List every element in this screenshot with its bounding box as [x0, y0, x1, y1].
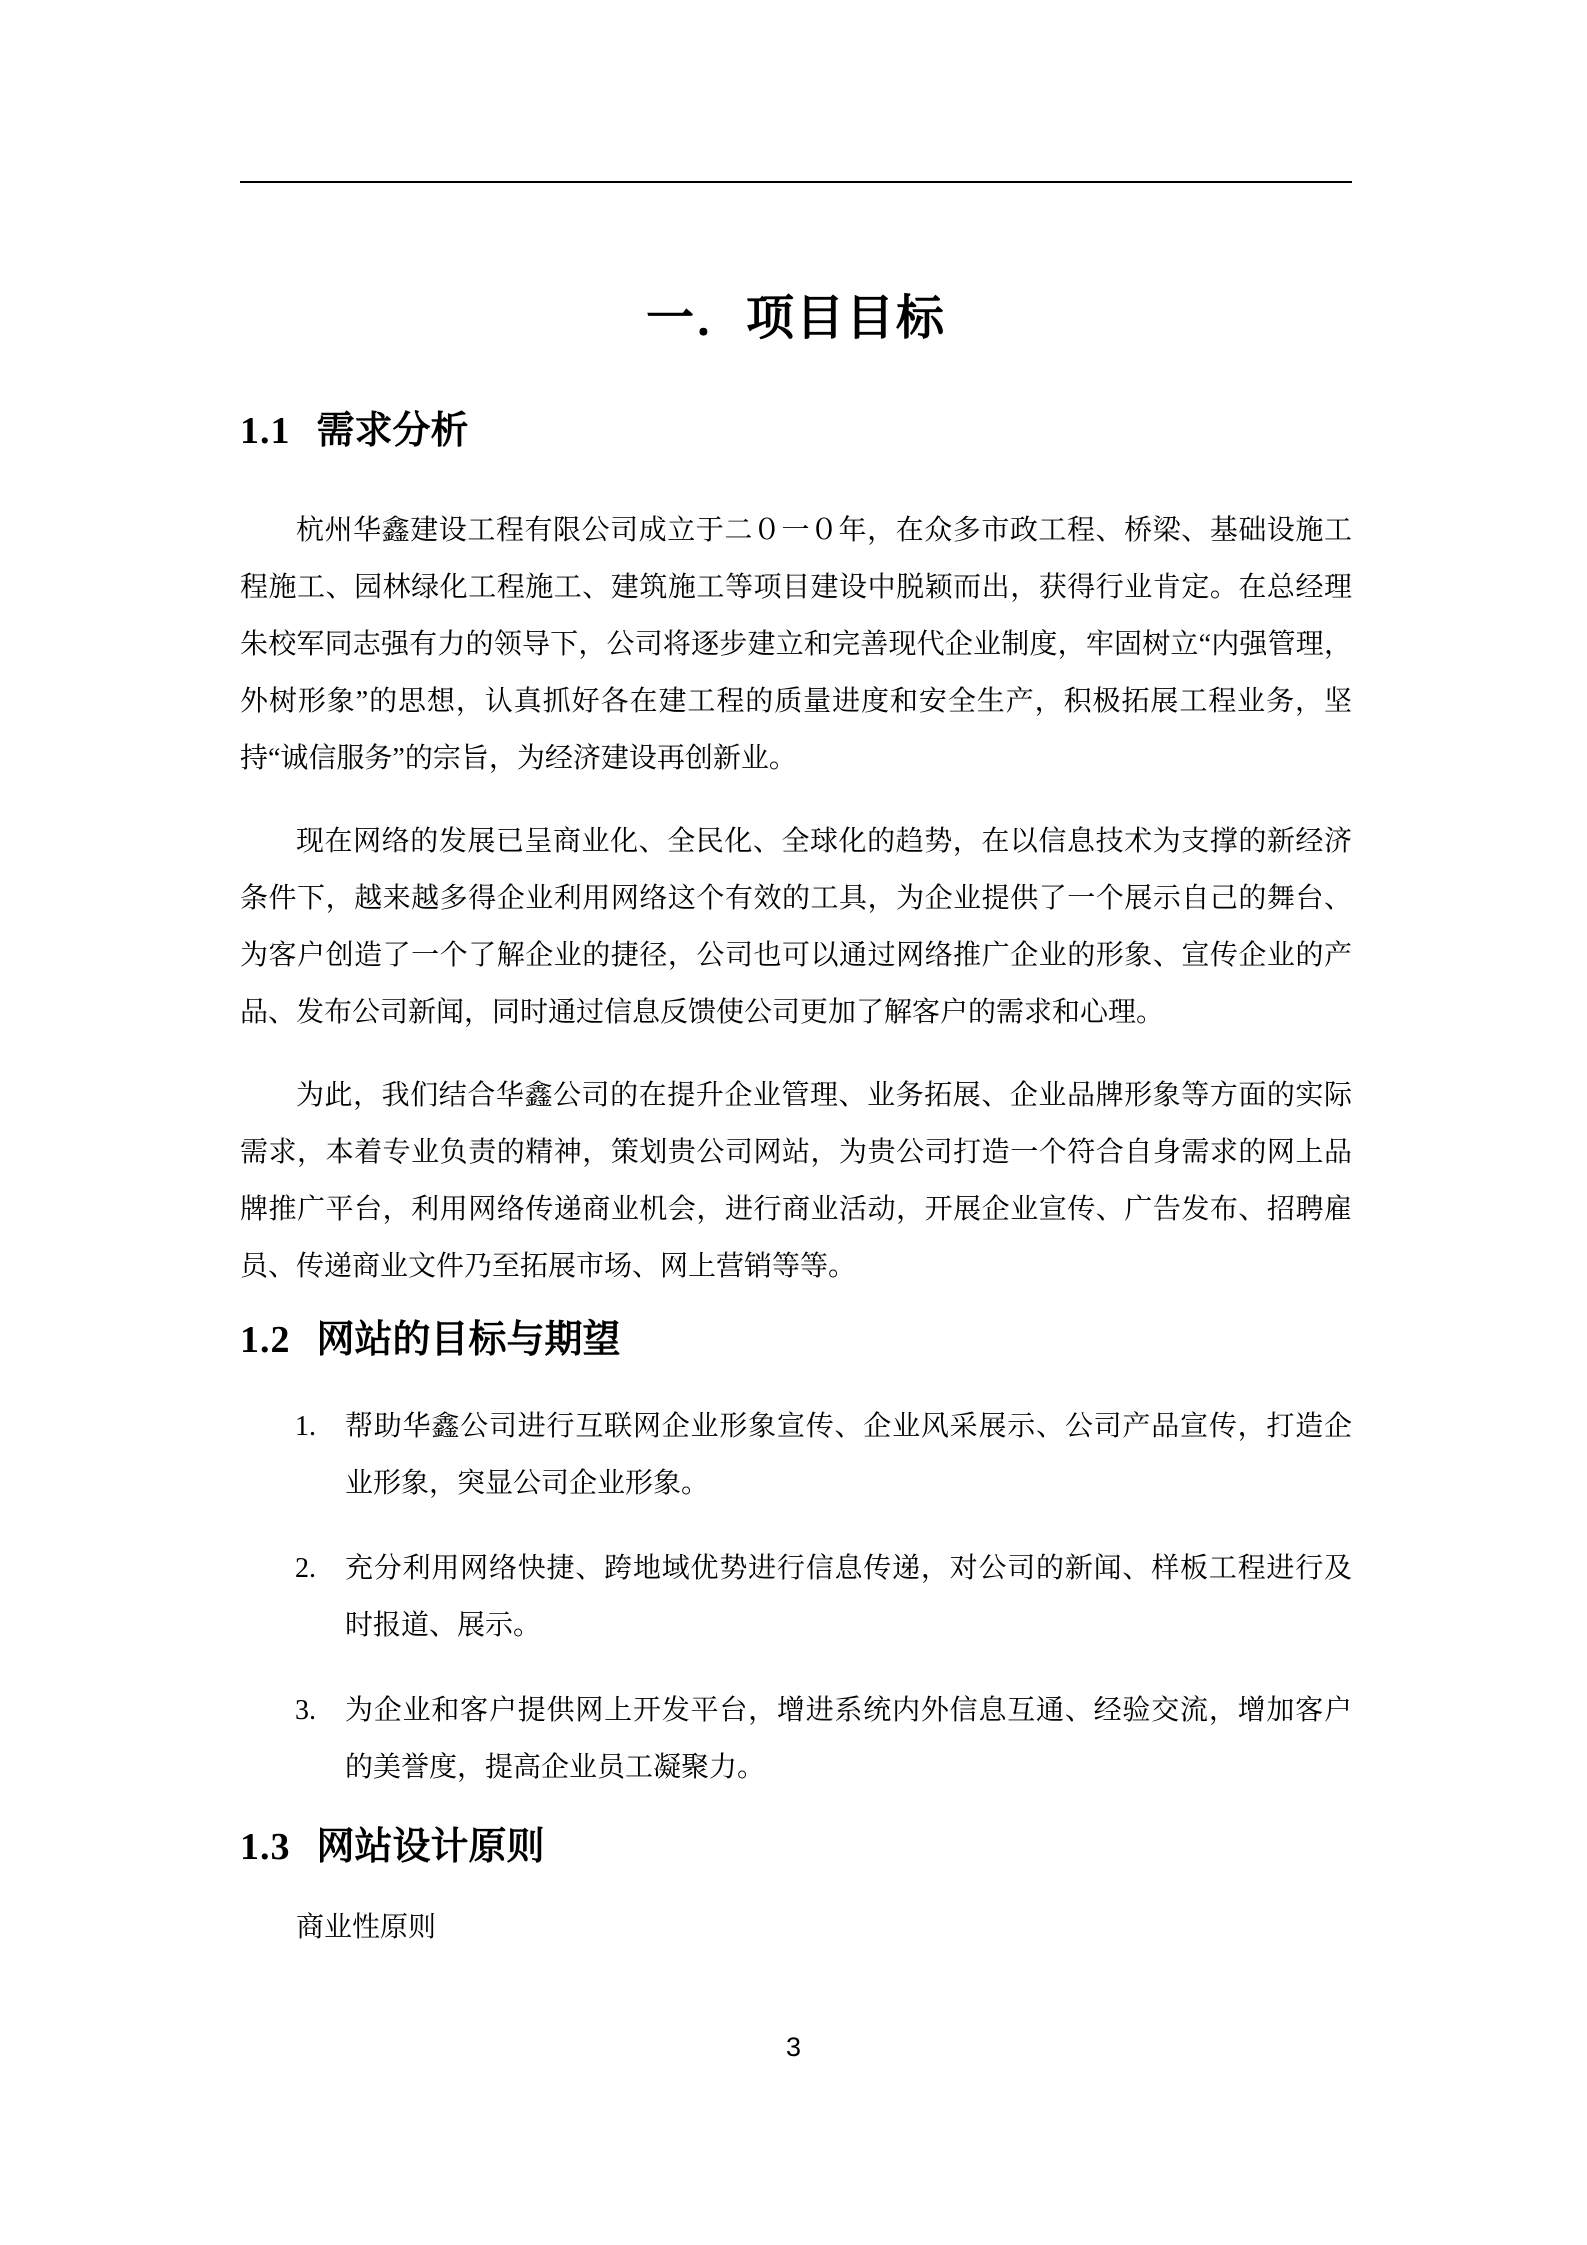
section-title: 需求分析	[316, 410, 469, 452]
list-item-number: 2.	[295, 1553, 316, 1584]
numbered-list	[240, 1398, 1352, 1796]
list-item-text: 为企业和客户提供网上开发平台，增进系统内外信息互通、经验交流，增加客户的美誉度，提高企业员工凝聚力。	[345, 1695, 1352, 1783]
paragraph: 为此，我们结合华鑫公司的在提升企业管理、业务拓展、企业品牌形象等方面的实际需求，本着专业负责的精神，策划贵公司网站，为贵公司打造一个符合自身需求的网上品牌推广平台，利用网络传递商业机会，进行商业活动，开展企业宣传、广告发布、招聘雇员、传递商业文件乃至拓展市场、网上营销等等。	[240, 1080, 1352, 1282]
section-heading-1-3	[240, 1822, 1352, 1872]
page-content	[240, 0, 1352, 1956]
paragraph: 现在网络的发展已呈商业化、全民化、全球化的趋势，在以信息技术为支撑的新经济条件下，越来越多得企业利用网络这个有效的工具，为企业提供了一个展示自己的舞台、为客户创造了一个了解企业的捷径，公司也可以通过网络推广企业的形象、宣传企业的产品、发布公司新闻，同时通过信息反馈使公司更加了解客户的需求和心理。	[240, 826, 1352, 1028]
section-heading-1-1	[240, 406, 1352, 456]
section-heading-1-2	[240, 1315, 1352, 1365]
section-title: 网站的目标与期望	[316, 1319, 621, 1361]
list-item	[240, 1540, 1352, 1654]
list-item	[240, 1682, 1352, 1796]
page-number: 3	[785, 2032, 802, 2062]
paragraph: 杭州华鑫建设工程有限公司成立于二０一０年，在众多市政工程、桥梁、基础设施工程施工、园林绿化工程施工、建筑施工等项目建设中脱颖而出，获得行业肯定。在总经理朱校军同志强有力的领导下，公司将逐步建立和完善现代企业制度，牢固树立“内强管理，外树形象”的思想，认真抓好各在建工程的质量进度和安全生产，积极拓展工程业务，坚持“诚信服务”的宗旨，为经济建设再创新业。	[240, 515, 1352, 774]
section-number: 1.1	[240, 410, 291, 452]
paragraph: 商业性原则	[296, 1912, 437, 1943]
list-item-number: 1.	[295, 1411, 316, 1442]
page-title: 一．项目目标	[645, 292, 946, 345]
list-item-number: 3.	[295, 1695, 316, 1726]
section-title: 网站设计原则	[316, 1826, 545, 1868]
list-item	[240, 1398, 1352, 1512]
list-item-text: 充分利用网络快捷、跨地域优势进行信息传递，对公司的新闻、样板工程进行及时报道、展示。	[345, 1553, 1352, 1641]
list-item-text: 帮助华鑫公司进行互联网企业形象宣传、企业风采展示、公司产品宣传，打造企业形象，突显公司企业形象。	[345, 1411, 1352, 1499]
section-number: 1.3	[240, 1826, 291, 1868]
section-number: 1.2	[240, 1319, 291, 1361]
